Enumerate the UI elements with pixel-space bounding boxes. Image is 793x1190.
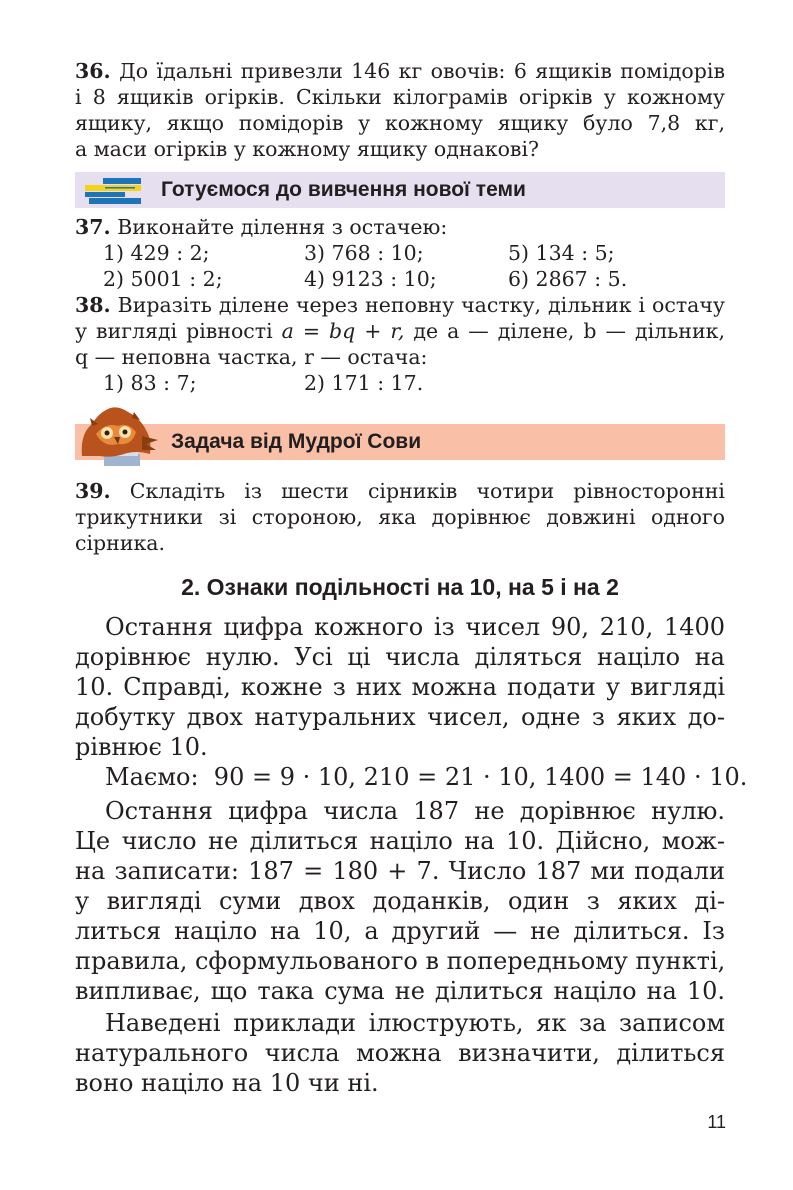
owl-icon bbox=[76, 404, 162, 470]
paragraph-line: у вигляді суми двох доданків, один з яких ді- bbox=[75, 887, 725, 915]
paragraph-line: дорівнює нулю. Усі ці числа діляться націло на bbox=[75, 643, 725, 671]
problem-36-line-3: ящику, якщо помідорів у кожному ящику було 7,8 кг, bbox=[75, 111, 725, 135]
problem-36-line-2: і 8 ящиків огірків. Скільки кілограмів огірків у кожному bbox=[75, 85, 725, 109]
paragraph-line: натурального числа можна визначити, ділиться bbox=[75, 1039, 725, 1067]
paragraph-line: на записати: 187 = 180 + 7. Число 187 ми подали bbox=[75, 857, 725, 885]
problem-36-line-4: а маси огірків у кожному ящику однакові? bbox=[75, 137, 540, 161]
paragraph-line: литься націло на 10, а другий — не ділиться. Із bbox=[75, 917, 725, 945]
paragraph-line: Наведені приклади ілюструють, як за записом bbox=[105, 1009, 725, 1037]
problem-39-line-3: сірника. bbox=[75, 531, 166, 555]
problem-38-item: 2) 171 : 17. bbox=[304, 371, 424, 395]
problem-37-item: 1) 429 : 2; bbox=[103, 241, 210, 265]
paragraph-line: правила, сформульованого в попередньому пункті, bbox=[75, 947, 726, 975]
paragraph-line: 10. Справді, кожне з них можна подати у вигляді bbox=[75, 673, 725, 701]
banner-owl bbox=[75, 424, 725, 460]
problem-38-line-2: у вигляді рівності a = bq + r, де a — ділене, b — дільник, bbox=[75, 319, 725, 343]
problem-36-line-1: 36. До їдальні привезли 146 кг овочів: 6 ящиків помідорів bbox=[75, 59, 725, 83]
paragraph-line: Це число не ділиться націло на 10. Дійсно, мож- bbox=[75, 827, 725, 855]
paragraph-line: рівнює 10. bbox=[75, 733, 208, 761]
problem-37-item: 2) 5001 : 2; bbox=[103, 267, 223, 291]
equation: 90 = 9 · 10, 210 = 21 · 10, 1400 = 140 · 10. bbox=[213, 763, 748, 791]
section-title: 2. Ознаки подільності на 10, на 5 і на 2 bbox=[181, 574, 619, 600]
problem-39-line-1: 39. Складіть із шести сірників чотири рівносторонні bbox=[75, 479, 725, 503]
paragraph-line: воно націло на 10 чи ні. bbox=[75, 1069, 379, 1097]
equation-line bbox=[105, 762, 748, 793]
page-number: 11 bbox=[707, 1112, 726, 1132]
equation-label: Маємо: bbox=[105, 763, 199, 791]
paragraph-line: Остання цифра числа 187 не дорівнює нулю. bbox=[105, 797, 725, 825]
problem-39-line-2: трикутники зі стороною, яка дорівнює довжині одного bbox=[75, 505, 725, 529]
problem-37-item: 3) 768 : 10; bbox=[304, 241, 424, 265]
banner-prepare-title: Готуємося до вивчення нової теми bbox=[161, 178, 526, 201]
problem-38-line-1: 38. Виразіть ділене через неповну частку, дільник і остачу bbox=[75, 293, 725, 317]
problem-37-statement: 37. Виконайте ділення з остачею: bbox=[75, 215, 448, 239]
problem-38-line-3: q — неповна частка, r — остача: bbox=[75, 345, 428, 369]
problem-38-item: 1) 83 : 7; bbox=[103, 371, 197, 395]
paragraph-line: добутку двох натуральних чисел, одне з яких до- bbox=[75, 703, 725, 731]
paragraph-line: випливає, що така сума не ділиться націло на 10. bbox=[75, 977, 725, 1005]
banner-prepare bbox=[75, 172, 725, 208]
banner-owl-title: Задача від Мудрої Сови bbox=[171, 430, 422, 453]
problem-37-item: 4) 9123 : 10; bbox=[304, 267, 437, 291]
problem-37-item: 6) 2867 : 5. bbox=[508, 267, 628, 291]
paragraph-line: Остання цифра кожного із чисел 90, 210, 1400 bbox=[105, 613, 725, 641]
books-icon bbox=[81, 176, 143, 206]
formula: a = bq + r, bbox=[281, 319, 405, 343]
problem-37-item: 5) 134 : 5; bbox=[508, 241, 615, 265]
